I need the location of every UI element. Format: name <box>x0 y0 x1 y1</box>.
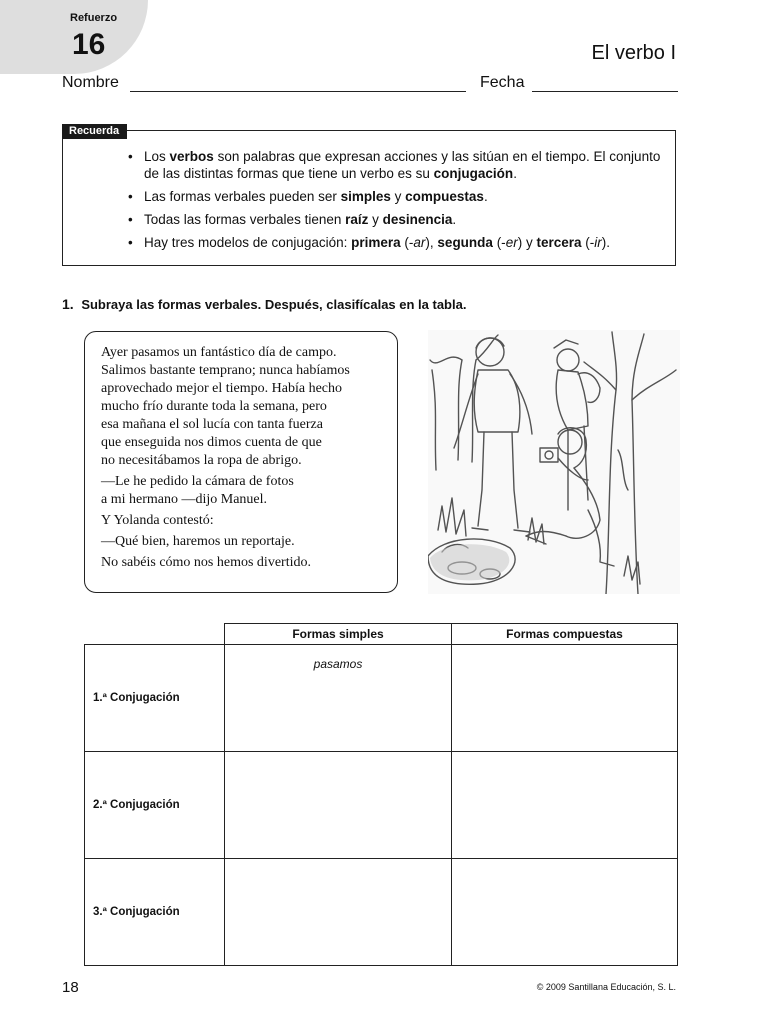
column-header-simple: Formas simples <box>225 624 452 645</box>
recuerda-text: simples <box>340 189 391 204</box>
recuerda-text: (- <box>581 235 595 250</box>
story-line: esa mañana el sol lucía con tanta fuerza <box>101 417 323 432</box>
recuerda-text: raíz <box>345 212 369 227</box>
recuerda-text: primera <box>351 235 401 250</box>
recuerda-text: Los <box>144 149 170 164</box>
story-line: aprovechado mejor el tiempo. Había hecho <box>101 381 343 396</box>
story-line: Salimos bastante temprano; nunca habíamos <box>101 363 350 378</box>
copyright-notice: © 2009 Santillana Educación, S. L. <box>536 982 676 992</box>
exercise-1 <box>62 296 682 312</box>
recuerda-text: (- <box>492 235 506 250</box>
recuerda-text: verbos <box>169 149 214 164</box>
story-paragraph <box>101 344 387 470</box>
recuerda-tag: Recuerda <box>62 124 127 139</box>
row-label: 1.ª Conjugación <box>85 645 225 752</box>
date-field-line[interactable] <box>532 91 678 92</box>
answer-cell-simple[interactable] <box>225 645 452 752</box>
page-title: El verbo I <box>591 42 676 64</box>
table-row <box>85 645 678 752</box>
unit-number: 16 <box>72 28 106 61</box>
name-date-row <box>62 74 678 96</box>
answer-cell-compound[interactable] <box>452 859 678 966</box>
recuerda-text: tercera <box>536 235 582 250</box>
recuerda-text: . <box>452 212 457 227</box>
name-field-line[interactable] <box>130 91 466 92</box>
recuerda-text: ir <box>594 235 602 250</box>
table-row <box>85 752 678 859</box>
answer-cell-compound[interactable] <box>452 752 678 859</box>
story-line: —Le he pedido la cámara de fotos <box>101 474 294 489</box>
recuerda-text: ). <box>601 235 610 250</box>
recuerda-text: conjugación <box>433 166 514 181</box>
column-header-compound: Formas compuestas <box>452 624 678 645</box>
recuerda-text: y <box>368 212 383 227</box>
example-answer: pasamos <box>313 657 363 671</box>
recuerda-text: segunda <box>437 235 493 250</box>
story-line: mucho frío durante toda la semana, pero <box>101 399 327 414</box>
story-paragraph <box>101 473 387 509</box>
name-label: Nombre <box>62 74 119 91</box>
story-line: que enseguida nos dimos cuenta de que <box>101 435 322 450</box>
story-paragraph <box>101 554 387 572</box>
recuerda-text: ) y <box>517 235 537 250</box>
classification-table <box>84 623 678 966</box>
recuerda-text: ar <box>413 235 426 250</box>
row-label: 2.ª Conjugación <box>85 752 225 859</box>
recuerda-text: Hay tres modelos de conjugación: <box>144 235 352 250</box>
recuerda-text: desinencia <box>382 212 453 227</box>
page-number: 18 <box>62 979 79 996</box>
recuerda-item <box>128 148 668 182</box>
recuerda-text: Las formas verbales pueden ser <box>144 189 341 204</box>
answer-cell-simple[interactable] <box>225 752 452 859</box>
story-line: Ayer pasamos un fantástico día de campo. <box>101 345 337 360</box>
story-paragraph <box>101 533 387 551</box>
recuerda-text: . <box>483 189 488 204</box>
section-label: Refuerzo <box>70 12 118 24</box>
story-line: —Qué bien, haremos un reportaje. <box>101 534 295 549</box>
answer-cell-compound[interactable] <box>452 645 678 752</box>
recuerda-text: y <box>390 189 406 204</box>
table-corner <box>85 624 225 645</box>
story-paragraph <box>101 512 387 530</box>
recuerda-text: son palabras que expresan acciones y las sitúan en el tiempo. El conjunto de las distintas formas que tiene un verbo es su <box>144 149 661 181</box>
recuerda-list <box>128 148 668 257</box>
recuerda-text: (- <box>400 235 414 250</box>
recuerda-text: er <box>505 235 518 250</box>
recuerda-text: Todas las formas verbales tienen <box>144 212 346 227</box>
recuerda-item <box>128 211 668 228</box>
story-line: No sabéis cómo nos hemos divertido. <box>101 555 311 570</box>
recuerda-item <box>128 234 668 251</box>
recuerda-text: compuestas <box>405 189 484 204</box>
story-line: no necesitábamos la ropa de abrigo. <box>101 453 302 468</box>
recuerda-text: . <box>513 166 517 181</box>
recuerda-item <box>128 188 668 205</box>
story-line: Y Yolanda contestó: <box>101 513 214 528</box>
story-line: a mi hermano —dijo Manuel. <box>101 492 268 507</box>
exercise-instruction: Subraya las formas verbales. Después, clasifícalas en la tabla. <box>81 297 467 312</box>
illustration-children-in-forest <box>428 330 680 594</box>
recuerda-text: ), <box>425 235 438 250</box>
table-row <box>85 859 678 966</box>
row-label: 3.ª Conjugación <box>85 859 225 966</box>
date-label: Fecha <box>480 74 525 91</box>
answer-cell-simple[interactable] <box>225 859 452 966</box>
story-text-box <box>84 331 398 593</box>
exercise-number: 1. <box>62 296 74 312</box>
